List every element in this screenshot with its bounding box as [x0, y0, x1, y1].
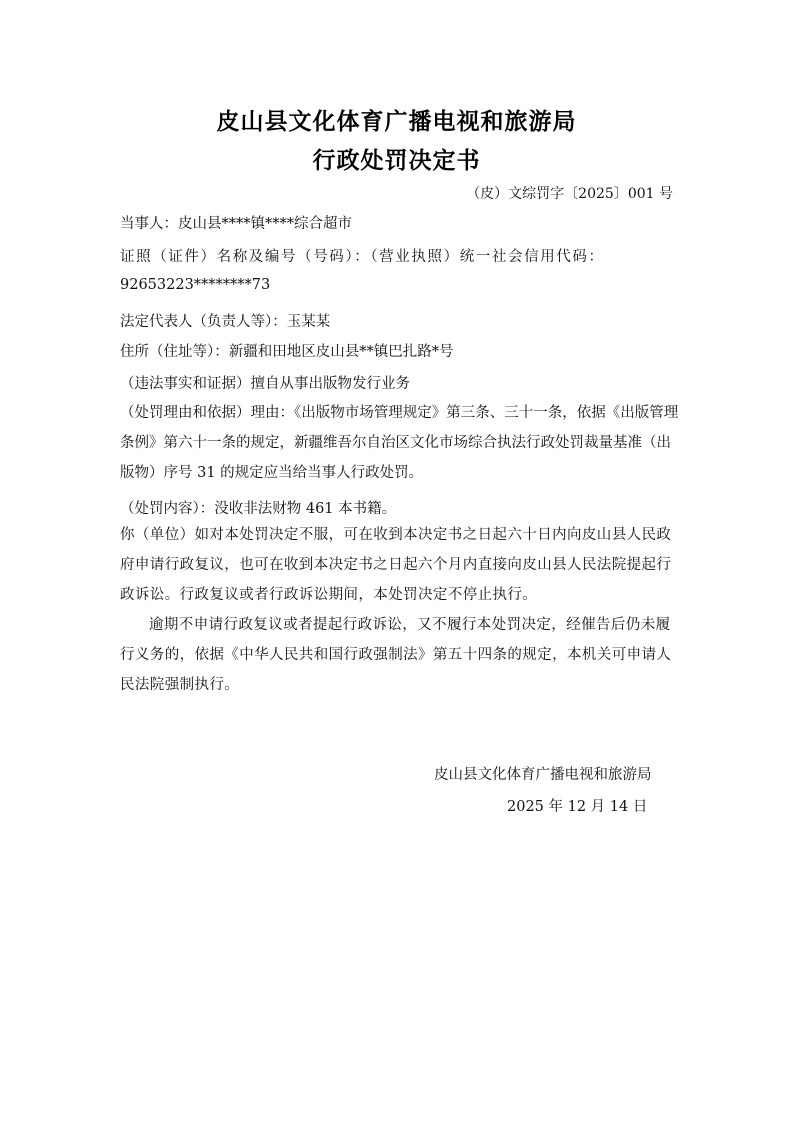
penalty-basis: （处罚理由和依据）理由：《出版物市场管理规定》第三条、三十一条，依据《出版管理条例》第六十一条的规定，新疆维吾尔自治区文化市场综合执法行政处罚裁量基准（出版物）序号 31 的规定应当给当事人行政处罚。 [120, 405, 679, 481]
issuing-organization: 皮山县文化体育广播电视和旅游局 [434, 767, 652, 783]
license-number: 92653223********73 [120, 277, 271, 293]
address-line: 住所（住址等）：新疆和田地区皮山县**镇巴扎路*号 [120, 344, 454, 360]
legal-representative: 法定代表人（负责人等）：玉某某 [120, 314, 331, 330]
penalty-content: （处罚内容）：没收非法财物 461 本书籍。 [120, 501, 397, 517]
violation-facts: （违法事实和证据）擅自从事出版物发行业务 [120, 376, 410, 392]
appeal-notice: 你（单位）如对本处罚决定不服，可在收到本决定书之日起六十日内向皮山县人民政府申请行政复议，也可在收到本决定书之日起六个月内直接向皮山县人民法院提起行政诉讼。行政复议或者行政诉讼期间，本处罚决定不停止执行。 [120, 527, 672, 603]
enforcement-notice: 逾期不申请行政复议或者提起行政诉讼，又不履行本处罚决定，经催告后仍未履行义务的，依据《中华人民共和国行政强制法》第五十四条的规定，本机关可申请人民法院强制执行。 [120, 617, 672, 693]
document-title-org: 皮山县文化体育广播电视和旅游局 [216, 109, 577, 135]
issue-date: 2025 年 12 月 14 日 [507, 799, 648, 815]
document-title: 行政处罚决定书 [312, 148, 481, 174]
party-line: 当事人：皮山县****镇****综合超市 [120, 216, 352, 232]
document-number: （皮）文综罚字〔2025〕001 号 [466, 186, 673, 202]
license-label: 证照（证件）名称及编号（号码）：（营业执照）统一社会信用代码： [120, 249, 605, 265]
